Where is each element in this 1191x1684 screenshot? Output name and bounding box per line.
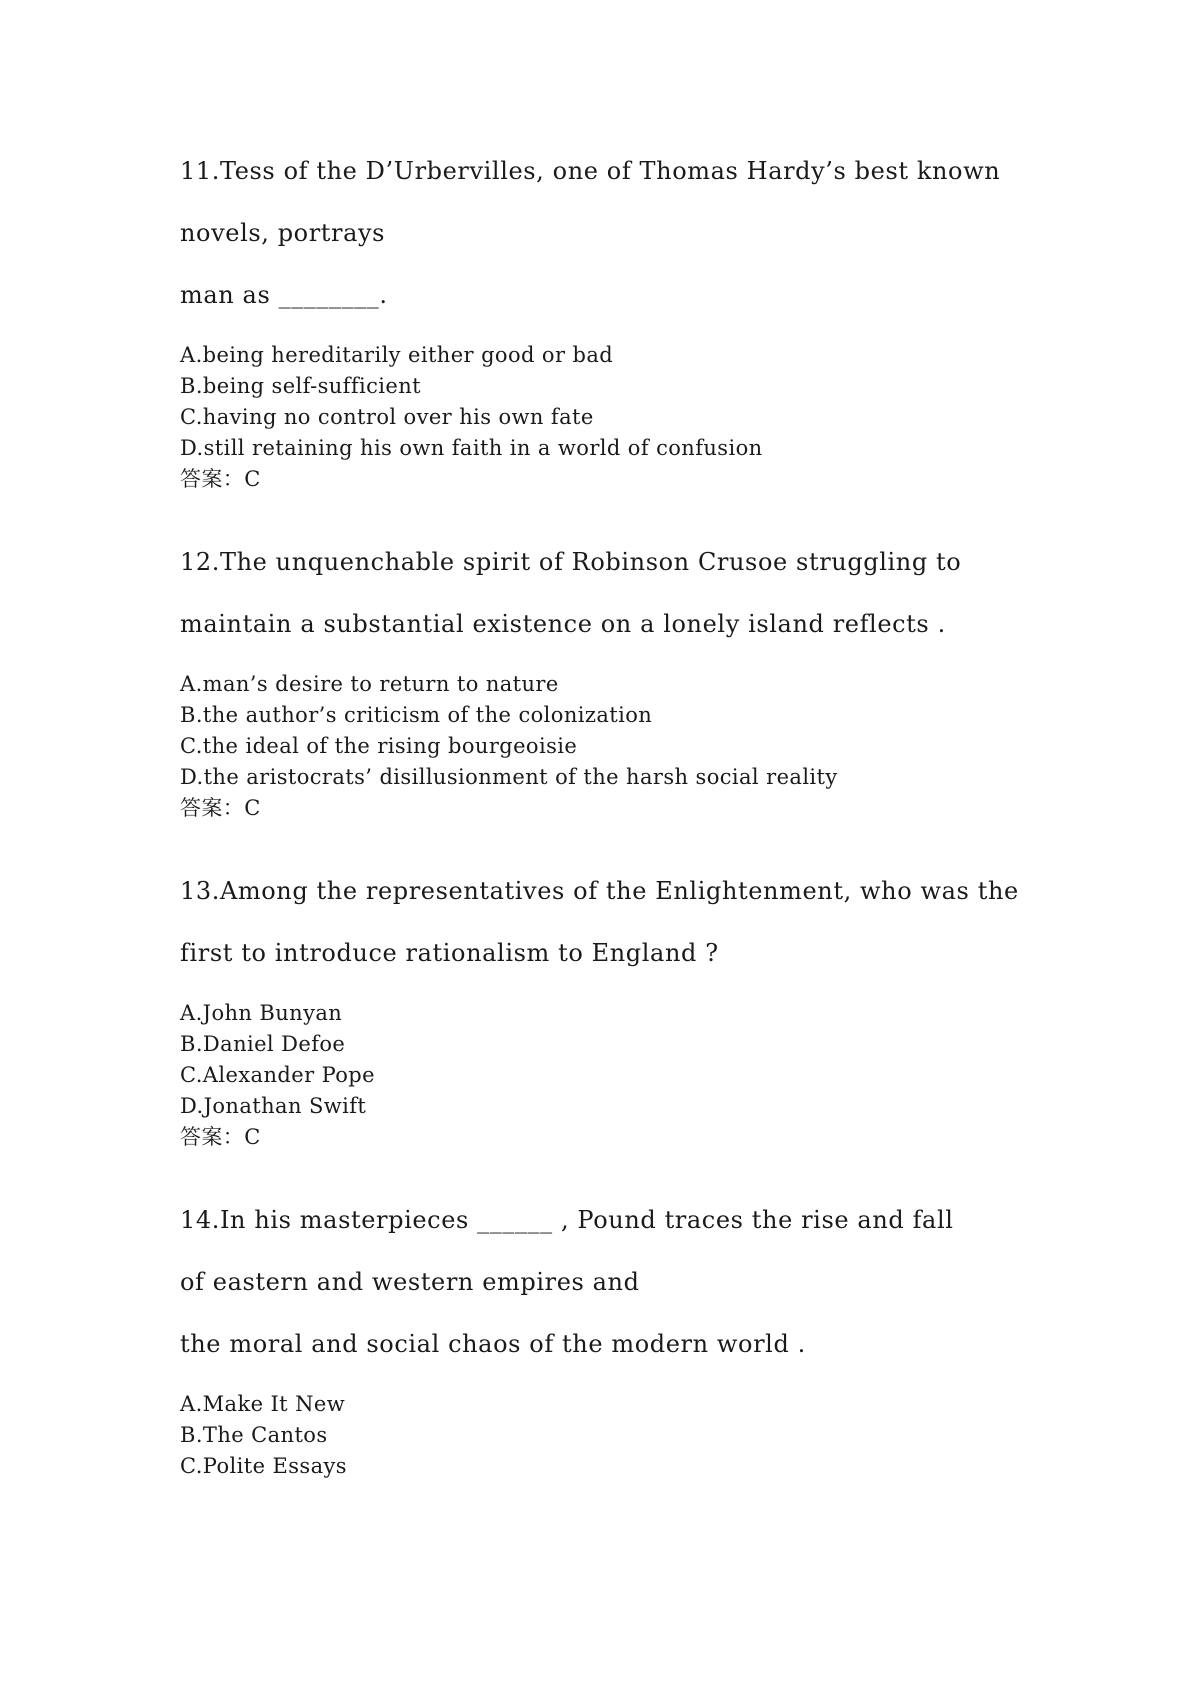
option-b: B.the author’s criticism of the colonization bbox=[180, 703, 653, 727]
question-13 bbox=[180, 860, 1080, 1153]
question-text-line: 12.The unquenchable spirit of Robinson Crusoe struggling to bbox=[180, 548, 962, 576]
option-b: B.being self-sufficient bbox=[180, 374, 422, 398]
question-text-line: first to introduce rationalism to England ? bbox=[180, 939, 719, 967]
question-text-line: 11.Tess of the D’Urbervilles, one of Thomas Hardy’s best known bbox=[180, 157, 1001, 185]
question-11 bbox=[180, 140, 1080, 495]
answer-line: 答案：C bbox=[180, 796, 261, 820]
answer-line: 答案：C bbox=[180, 1125, 261, 1149]
question-spacer bbox=[180, 824, 1080, 860]
question-text-line: man as ________. bbox=[180, 281, 388, 309]
question-text-line: 13.Among the representatives of the Enlightenment, who was the bbox=[180, 877, 1019, 905]
option-a: A.John Bunyan bbox=[180, 1001, 343, 1025]
option-d: D.Jonathan Swift bbox=[180, 1094, 367, 1118]
option-b: B.Daniel Defoe bbox=[180, 1032, 346, 1056]
option-d: D.the aristocrats’ disillusionment of the harsh social reality bbox=[180, 765, 838, 789]
question-spacer bbox=[180, 495, 1080, 531]
answer-line: 答案：C bbox=[180, 467, 261, 491]
option-a: A.man’s desire to return to nature bbox=[180, 672, 559, 696]
option-c: C.having no control over his own fate bbox=[180, 405, 594, 429]
option-list bbox=[180, 340, 1080, 495]
question-text-line: the moral and social chaos of the modern world . bbox=[180, 1330, 806, 1358]
option-c: C.the ideal of the rising bourgeoisie bbox=[180, 734, 578, 758]
question-12 bbox=[180, 531, 1080, 824]
option-a: A.Make It New bbox=[180, 1392, 346, 1416]
question-14 bbox=[180, 1189, 1080, 1482]
question-text-line: 14.In his masterpieces ______ , Pound traces the rise and fall bbox=[180, 1206, 954, 1234]
question-text-line: novels, portrays bbox=[180, 219, 386, 247]
option-list bbox=[180, 669, 1080, 824]
option-c: C.Alexander Pope bbox=[180, 1063, 375, 1087]
option-a: A.being hereditarily either good or bad bbox=[180, 343, 614, 367]
option-list bbox=[180, 1389, 1080, 1482]
option-list bbox=[180, 998, 1080, 1153]
question-spacer bbox=[180, 1153, 1080, 1189]
option-d: D.still retaining his own faith in a world of confusion bbox=[180, 436, 763, 460]
question-text-line: of eastern and western empires and bbox=[180, 1268, 640, 1296]
question-text-line: maintain a substantial existence on a lonely island reflects . bbox=[180, 610, 946, 638]
document-page bbox=[180, 140, 1080, 1482]
option-b: B.The Cantos bbox=[180, 1423, 328, 1447]
option-c: C.Polite Essays bbox=[180, 1454, 347, 1478]
